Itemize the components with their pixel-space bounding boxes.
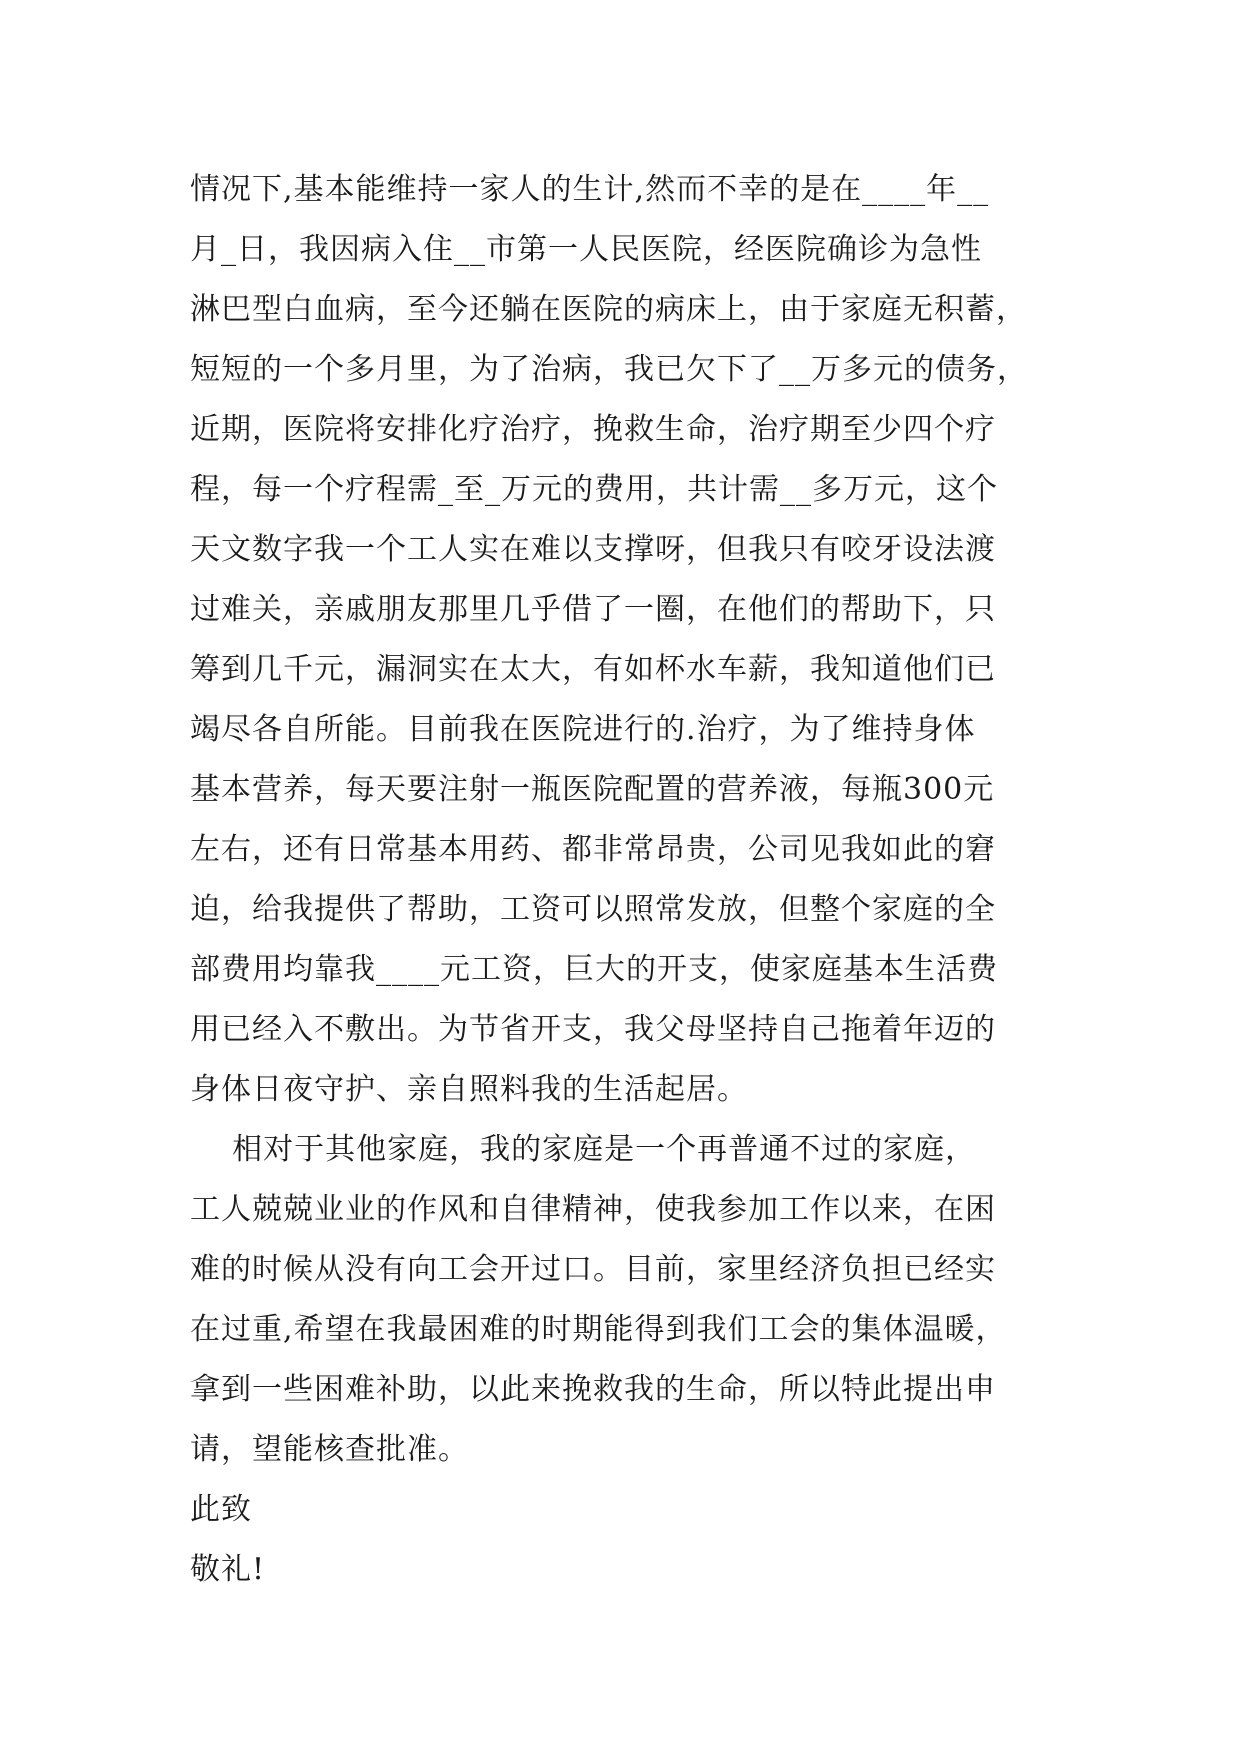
letter-closing <box>190 1480 1070 1600</box>
body-line: 基本营养，每天要注射一瓶医院配置的营养液，每瓶300元 <box>190 772 995 807</box>
body-line: 近期，医院将安排化疗治疗，挽救生命，治疗期至少四个疗 <box>190 412 996 447</box>
body-line: 用已经入不敷出。为节省开支，我父母坚持自己拖着年迈的 <box>190 1012 996 1047</box>
body-line: 左右，还有日常基本用药、都非常昂贵，公司见我如此的窘 <box>190 832 996 867</box>
paragraph-start-line: 相对于其他家庭，我的家庭是一个再普通不过的家庭， <box>190 1132 977 1167</box>
letter-body <box>190 160 1070 1480</box>
body-line: 迫，给我提供了帮助，工资可以照常发放，但整个家庭的全 <box>190 892 996 927</box>
body-line: 月_日，我因病入住__市第一人民医院，经医院确诊为急性 <box>190 232 982 267</box>
body-line: 情况下,基本能维持一家人的生计,然而不幸的是在____年__ <box>190 172 990 207</box>
body-line: 在过重,希望在我最困难的时期能得到我们工会的集体温暖， <box>190 1312 1007 1347</box>
body-line: 筹到几千元，漏洞实在太大，有如杯水车薪，我知道他们已 <box>190 652 996 687</box>
body-line: 竭尽各自所能。目前我在医院进行的.治疗，为了维持身体 <box>190 712 976 747</box>
closing-salutation: 此致 <box>190 1492 252 1527</box>
body-line: 身体日夜守护、亲自照料我的生活起居。 <box>190 1072 748 1107</box>
closing-regards: 敬礼! <box>190 1552 266 1587</box>
body-line: 天文数字我一个工人实在难以支撑呀，但我只有咬牙设法渡 <box>190 532 996 567</box>
body-line: 程，每一个疗程需_至_万元的费用，共计需__多万元，这个 <box>190 472 998 507</box>
body-line: 请，望能核查批准。 <box>190 1432 469 1467</box>
body-line: 难的时候从没有向工会开过口。目前，家里经济负担已经实 <box>190 1252 996 1287</box>
body-line: 过难关，亲戚朋友那里几乎借了一圈，在他们的帮助下，只 <box>190 592 996 627</box>
body-line: 淋巴型白血病，至今还躺在医院的病床上，由于家庭无积蓄， <box>190 292 1027 327</box>
body-line: 工人兢兢业业的作风和自律精神，使我参加工作以来，在困 <box>190 1192 996 1227</box>
body-line: 拿到一些困难补助，以此来挽救我的生命，所以特此提出申 <box>190 1372 996 1407</box>
body-line: 短短的一个多月里，为了治病，我已欠下了__万多元的债务， <box>190 352 1028 387</box>
body-line: 部费用均靠我____元工资，巨大的开支，使家庭基本生活费 <box>190 952 998 987</box>
